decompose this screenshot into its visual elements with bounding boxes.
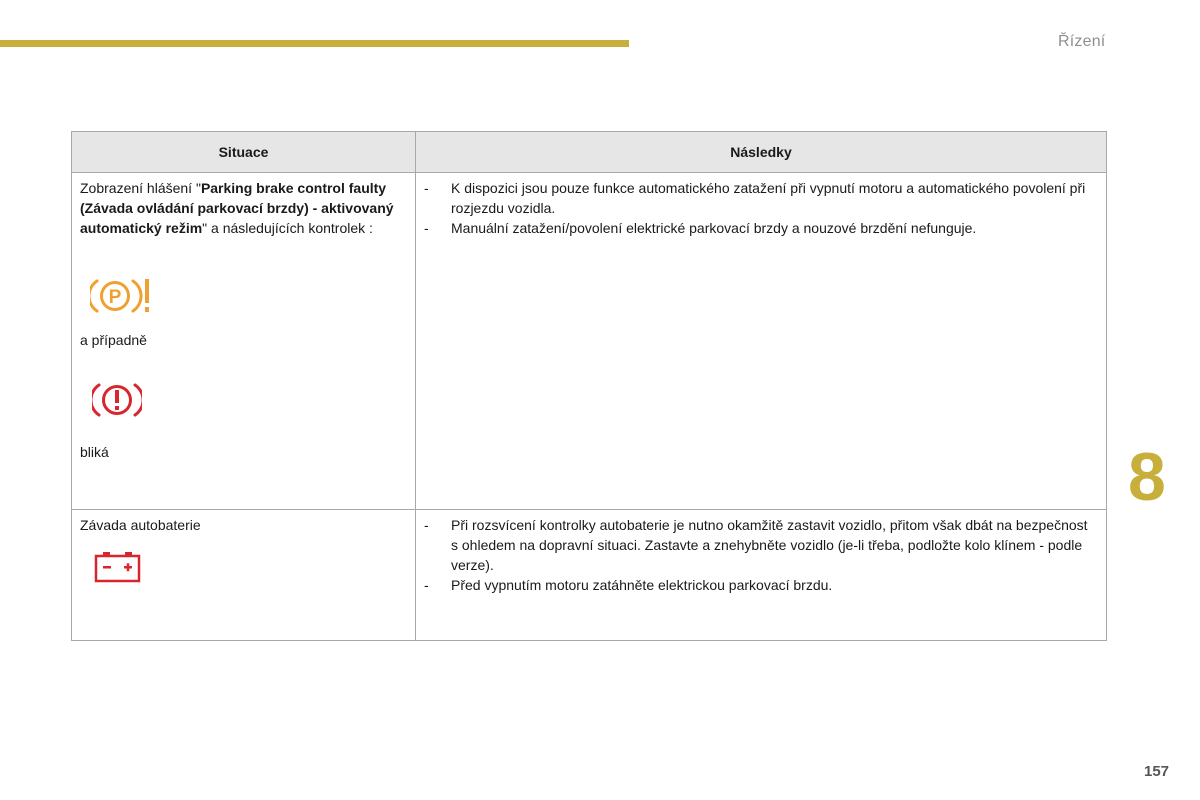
- situation-text-post: " a následujících kontrolek :: [202, 220, 373, 236]
- chapter-number: 8: [1128, 439, 1166, 515]
- page-number: 157: [1144, 763, 1170, 780]
- situation-after-text: bliká: [80, 444, 109, 460]
- list-dash: -: [424, 220, 429, 236]
- battery-warning-icon: [94, 551, 142, 585]
- situation-text-pre: Zobrazení hlášení ": [80, 180, 201, 196]
- warning-table: [71, 131, 1107, 641]
- situation-cell: [72, 510, 416, 641]
- table-row: [72, 173, 1107, 510]
- list-item-text: K dispozici jsou pouze funkce automatického zatažení při vypnutí motoru a automatického povolení při rozjezdu vozidla.: [451, 180, 1086, 216]
- list-item: [424, 178, 1098, 218]
- list-item: [424, 218, 1098, 238]
- list-item-text: Při rozsvícení kontrolky autobaterie je nutno okamžitě zastavit vozidlo, přitom však dbát na bezpečnost s ohledem na dopravní situaci. Zastavte a znehybněte vozidlo (je-li třeba, podložte kolo klínem - podle verze).: [451, 517, 1088, 573]
- list-dash: -: [424, 577, 429, 593]
- list-dash: -: [424, 180, 429, 196]
- list-item: [424, 515, 1098, 575]
- consequences-list: [424, 515, 1098, 595]
- header-situation: Situace: [72, 132, 416, 173]
- brake-warning-icon: [92, 380, 142, 420]
- list-item-text: Před vypnutím motoru zatáhněte elektrickou parkovací brzdu.: [451, 577, 833, 593]
- list-item-text: Manuální zatažení/povolení elektrické parkovací brzdy a nouzové brzdění nefunguje.: [451, 220, 977, 236]
- situation-text: Závada autobaterie: [80, 517, 201, 533]
- situation-text: [80, 178, 407, 238]
- list-item: [424, 575, 1098, 595]
- table-row: [72, 510, 1107, 641]
- consequences-cell: [416, 173, 1107, 510]
- section-title: Řízení: [1058, 33, 1106, 50]
- header-accent-bar: [0, 40, 629, 47]
- header-consequences: Následky: [416, 132, 1107, 173]
- svg-text:P: P: [108, 287, 122, 308]
- situation-between-text: a případně: [80, 332, 147, 348]
- situation-cell: [72, 173, 416, 510]
- situation-message: Parking brake control faulty (Závada ovládání parkovací brzdy) - aktivovaný automatický režim: [80, 180, 394, 236]
- list-dash: -: [424, 517, 429, 533]
- consequences-list: [424, 178, 1098, 238]
- table-header-row: [72, 132, 1107, 173]
- consequences-cell: [416, 510, 1107, 641]
- parking-brake-warning-icon: [90, 276, 154, 316]
